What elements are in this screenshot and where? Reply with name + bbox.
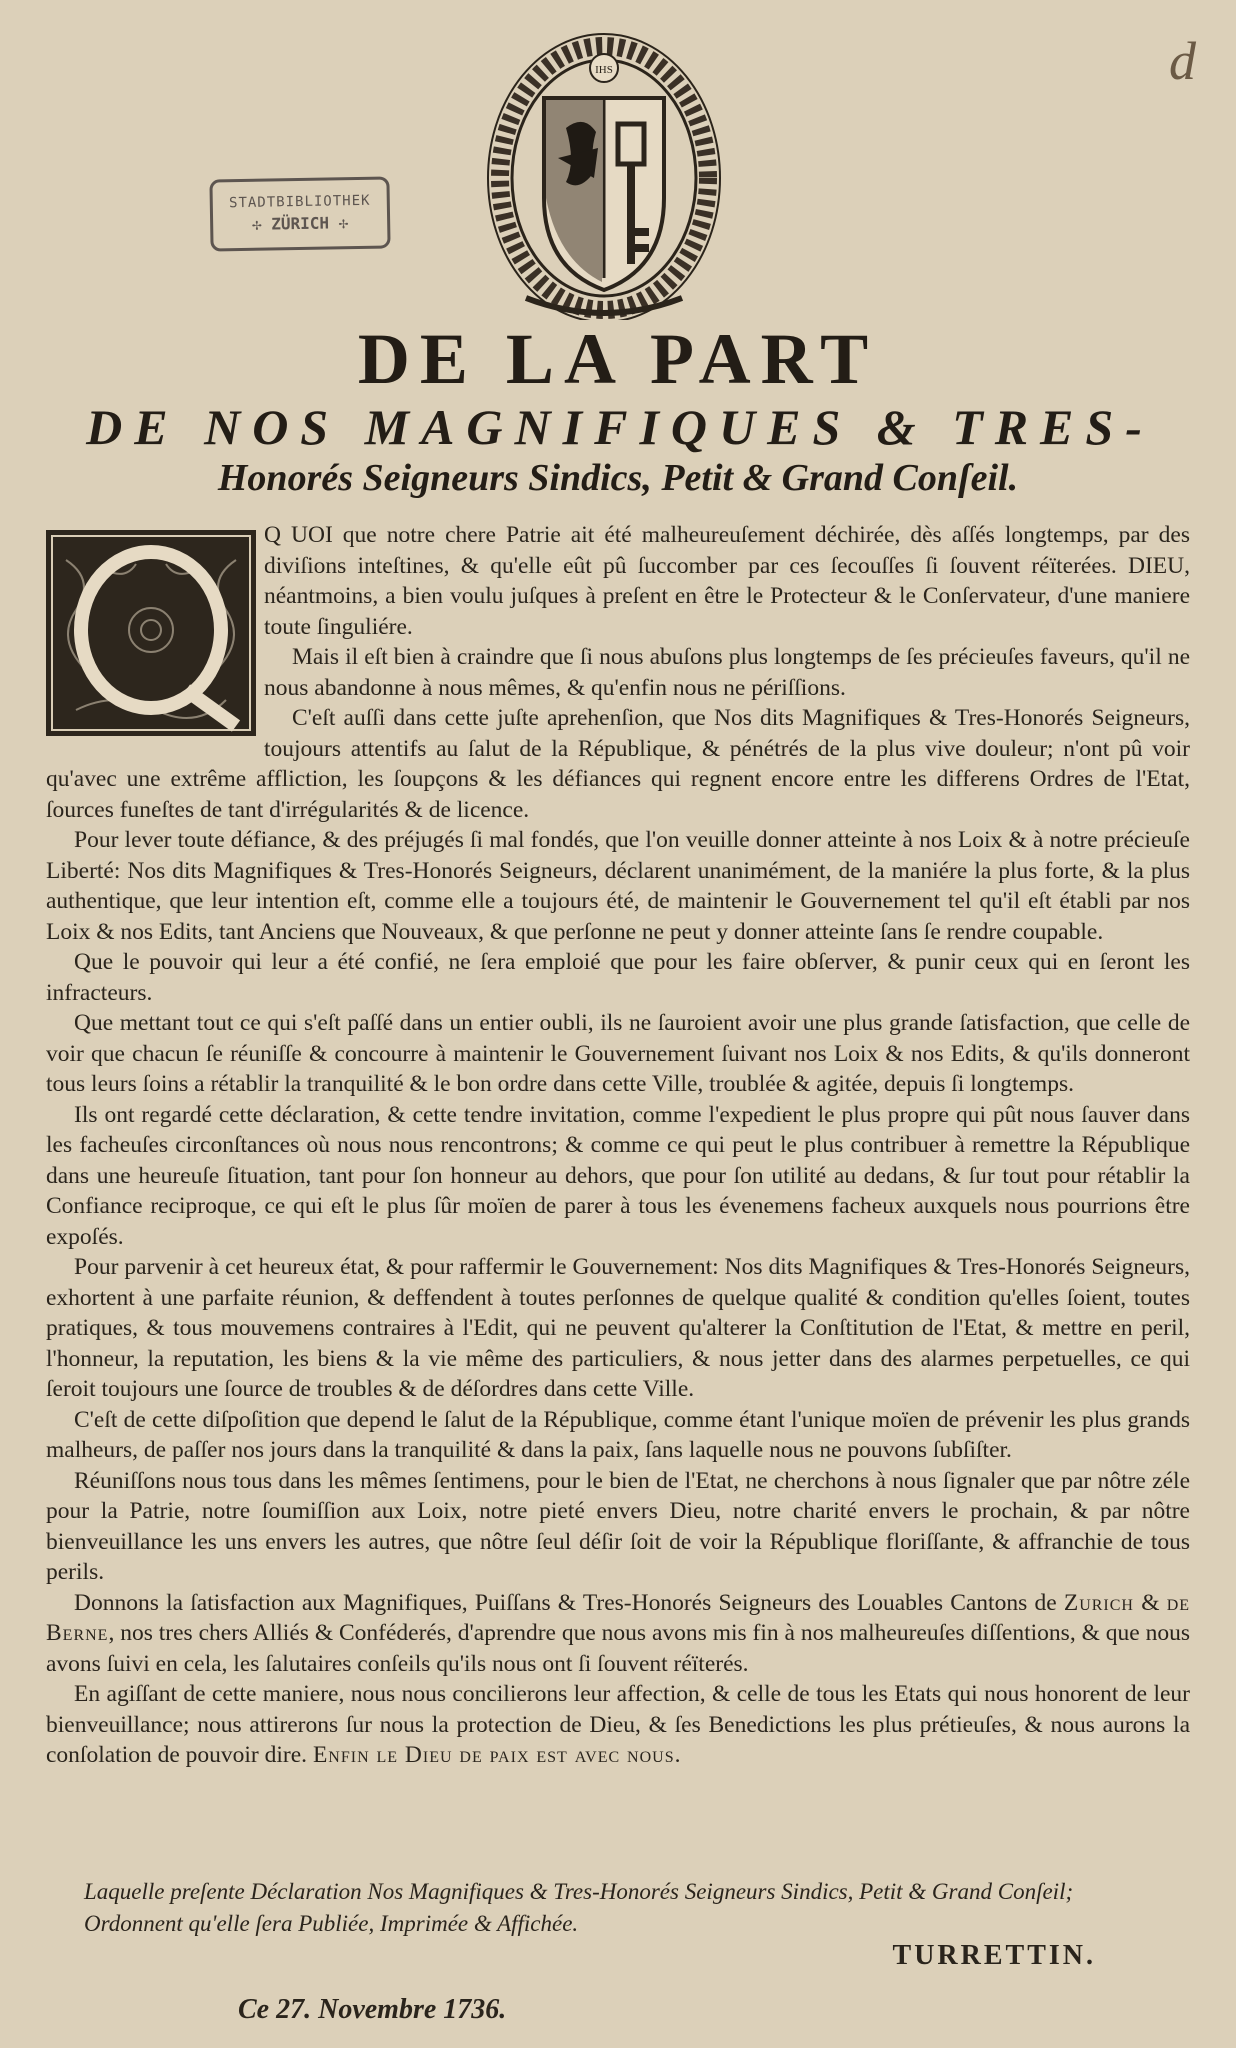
page-title: DE LA PART [357, 319, 879, 399]
closing-motto: Enfin le Dieu de paix est avec nous. [312, 1742, 682, 1768]
paragraph-11-part-b: & [1141, 1589, 1160, 1616]
berne-name: de Berne [46, 1589, 1191, 1646]
stamp-line-2: ✢ ZÜRICH ✢ [251, 213, 349, 234]
paragraph-11 [46, 1588, 1190, 1680]
library-stamp [209, 176, 390, 251]
paragraph-4: Pour lever toute défiance, & des préjugés ſi mal fondés, que l'on veuille donner atteinte à nos Loix & à notre précieuſe Liberté: Nos dits Magnifiques & Tres-Honorés Seigneurs, déclarent unanimément, de la maniére la plus forte, & la plus authentique, que leur intention eſt, comme elle a toujours été, de maintenir le Gouvernement tel qu'il eſt établi par nos Loix & nos Edits, tant Anciens que Nouveaux, & que perſonne ne peut y donner atteinte ſans ſe rendre coupable. [46, 827, 1190, 945]
paragraph-3: C'eſt auſſi dans cette juſte aprehenſion, que Nos dits Magnifiques & Tres-Honorés Seigneurs, toujours attentifs au ſalut de la République, & pénétrés de la plus vive douleur; n'ont pû voir qu'avec une extrême affliction, les ſoupçons & les défiances qui regnent encore entre les differens Ordres de l'Etat, ſources funeſtes de tant d'irrégularités & de licence. [46, 705, 1190, 823]
closing-line-1: Laquelle preſente Déclaration Nos Magnifiques & Tres-Honorés Seigneurs Sindics, Petit & Grand Conſeil; [84, 1879, 1074, 1904]
paragraph-6: Que mettant tout ce qui s'eſt paſſé dans un entier oubli, ils ne ſauroient avoir une plus grande ſatisfaction, que celle de voir que chacun ſe réuniſſe & concourre à maintenir le Gouvernement ſuivant nos Loix & nos Edits, & qu'ils donneront tous leurs ſoins a rétablir la tranquilité & le bon ordre dans cette Ville, troublée & agitée, depuis ſi longtemps. [46, 1010, 1190, 1097]
paragraph-1: Q UOI que notre chere Patrie ait été malheureuſement déchirée, dès aſſés longtemps, par des diviſions inteſtines, & qu'elle eût pû ſuccomber par ces ſecouſſes ſi ſouvent réïterées. DIEU, néantmoins, a bien voulu juſques à preſent en être le Protecteur & le Conſervateur, d'une maniere toute ſinguliére. [264, 522, 1190, 640]
paragraph-12-text: En agiſſant de cette maniere, nous nous concilierons leur affection, & celle de tous les Etats qui nous honorent de leur bienveuillance; nous attirerons ſur nous la protection de Dieu, & ſes Benedictions les plus prétieuſes, & nous aurons la conſolation de pouvoir dire. [46, 1681, 1190, 1768]
paragraph-5: Que le pouvoir qui leur a été confié, ne ſera emploié que pour les faire obſerver, & punir ceux qui en ſeront les infracteurs. [46, 949, 1190, 1006]
paragraph-7: Ils ont regardé cette déclaration, & cette tendre invitation, comme l'expedient le plus propre qui pût nous ſauver dans les facheuſes circonſtances où nous nous rencontrons; & comme ce qui peut le plus contribuer à remettre la République dans une heureuſe ſituation, tant pour ſon honneur au dehors, que pour ſon utilité au dedans, & ſur tout pour rétablir la Confiance reciproque, ce qui eſt le plus ſûr moïen de parer à tous les évenemens facheux auxquels nous pourrions être expoſés. [46, 1101, 1190, 1250]
coat-of-arms-icon [486, 28, 722, 320]
paragraph-10: Réuniſſons nous tous dans les mêmes ſentimens, pour le bien de l'Etat, ne cherchons à nous ſignaler que par nôtre zéle pour la Patrie, notre ſoumiſſion aux Loix, notre pieté envers Dieu, notre charité envers le prochain, & par nôtre bienveuillance les uns envers les autres, que nôtre ſeul déſir ſoit de voir la République floriſſante, & affranchie de tous perils. [46, 1467, 1190, 1585]
document-date: Ce 27. Novembre 1736. [238, 1994, 507, 2025]
closing-declaration [84, 1876, 1204, 1940]
paragraph-2: Mais il eſt bien à craindre que ſi nous abuſons plus longtemps de ſes précieuſes faveurs, qu'il ne nous abandonne à nous mêmes, & qu'enfin nous ne périſſions. [264, 644, 1190, 701]
crest-ihs-label: IHS [595, 64, 613, 76]
handwritten-mark: d [1169, 31, 1196, 91]
subtitle-line-2: Honorés Seigneurs Sindics, Petit & Grand Conſeil. [217, 457, 1019, 499]
subtitle-line-1: DE NOS MAGNIFIQUES & TRES- [86, 399, 1154, 455]
closing-line-2: Ordonnent qu'elle ſera Publiée, Imprimée & Affichée. [84, 1911, 579, 1936]
paragraph-9: C'eſt de cette diſpoſition que depend le ſalut de la République, comme étant l'unique moïen de prévenir les plus grands malheurs, de paſſer nos jours dans la tranquilité & dans la paix, ſans laquelle nous ne pouvons ſubſiſter. [46, 1406, 1190, 1463]
paragraph-11-part-a: Donnons la ſatisfaction aux Magnifiques, Puiſſans & Tres-Honorés Seigneurs des Louables Cantons de [74, 1589, 1057, 1616]
zurich-name: Zurich [1063, 1589, 1134, 1616]
proclamation-body [46, 520, 1190, 1771]
paragraph-11-part-c: , nos tres chers Alliés & Conféderés, d'aprendre que nous avons mis fin à nos malheureuſes diſſentions, & que nous avons ſuivi en cela, les ſalutaires conſeils qu'ils nous ont ſi ſouvent réïterés. [46, 1620, 1190, 1677]
paragraph-8: Pour parvenir à cet heureux état, & pour raffermir le Gouvernement: Nos dits Magnifiques & Tres-Honorés Seigneurs, exhortent à une parfaite réunion, & deffendent à toutes perſonnes de quelque qualité & condition qu'elles ſoient, toutes pratiques, & tous mouvemens contraires à l'Edit, qui ne peuvent qu'alterer la Conſtitution de l'Etat, & mettre en peril, l'honneur, la reputation, les biens & la vie même des particuliers, & nous jetter dans des alarmes perpetuelles, ce qui ſeroit toujours une ſource de troubles & de déſordres dans cette Ville. [46, 1254, 1190, 1402]
signature: TURRETTIN. [892, 1940, 1096, 1971]
stamp-line-1: STADTBIBLIOTHEK [228, 192, 371, 212]
paragraph-12 [46, 1679, 1190, 1771]
